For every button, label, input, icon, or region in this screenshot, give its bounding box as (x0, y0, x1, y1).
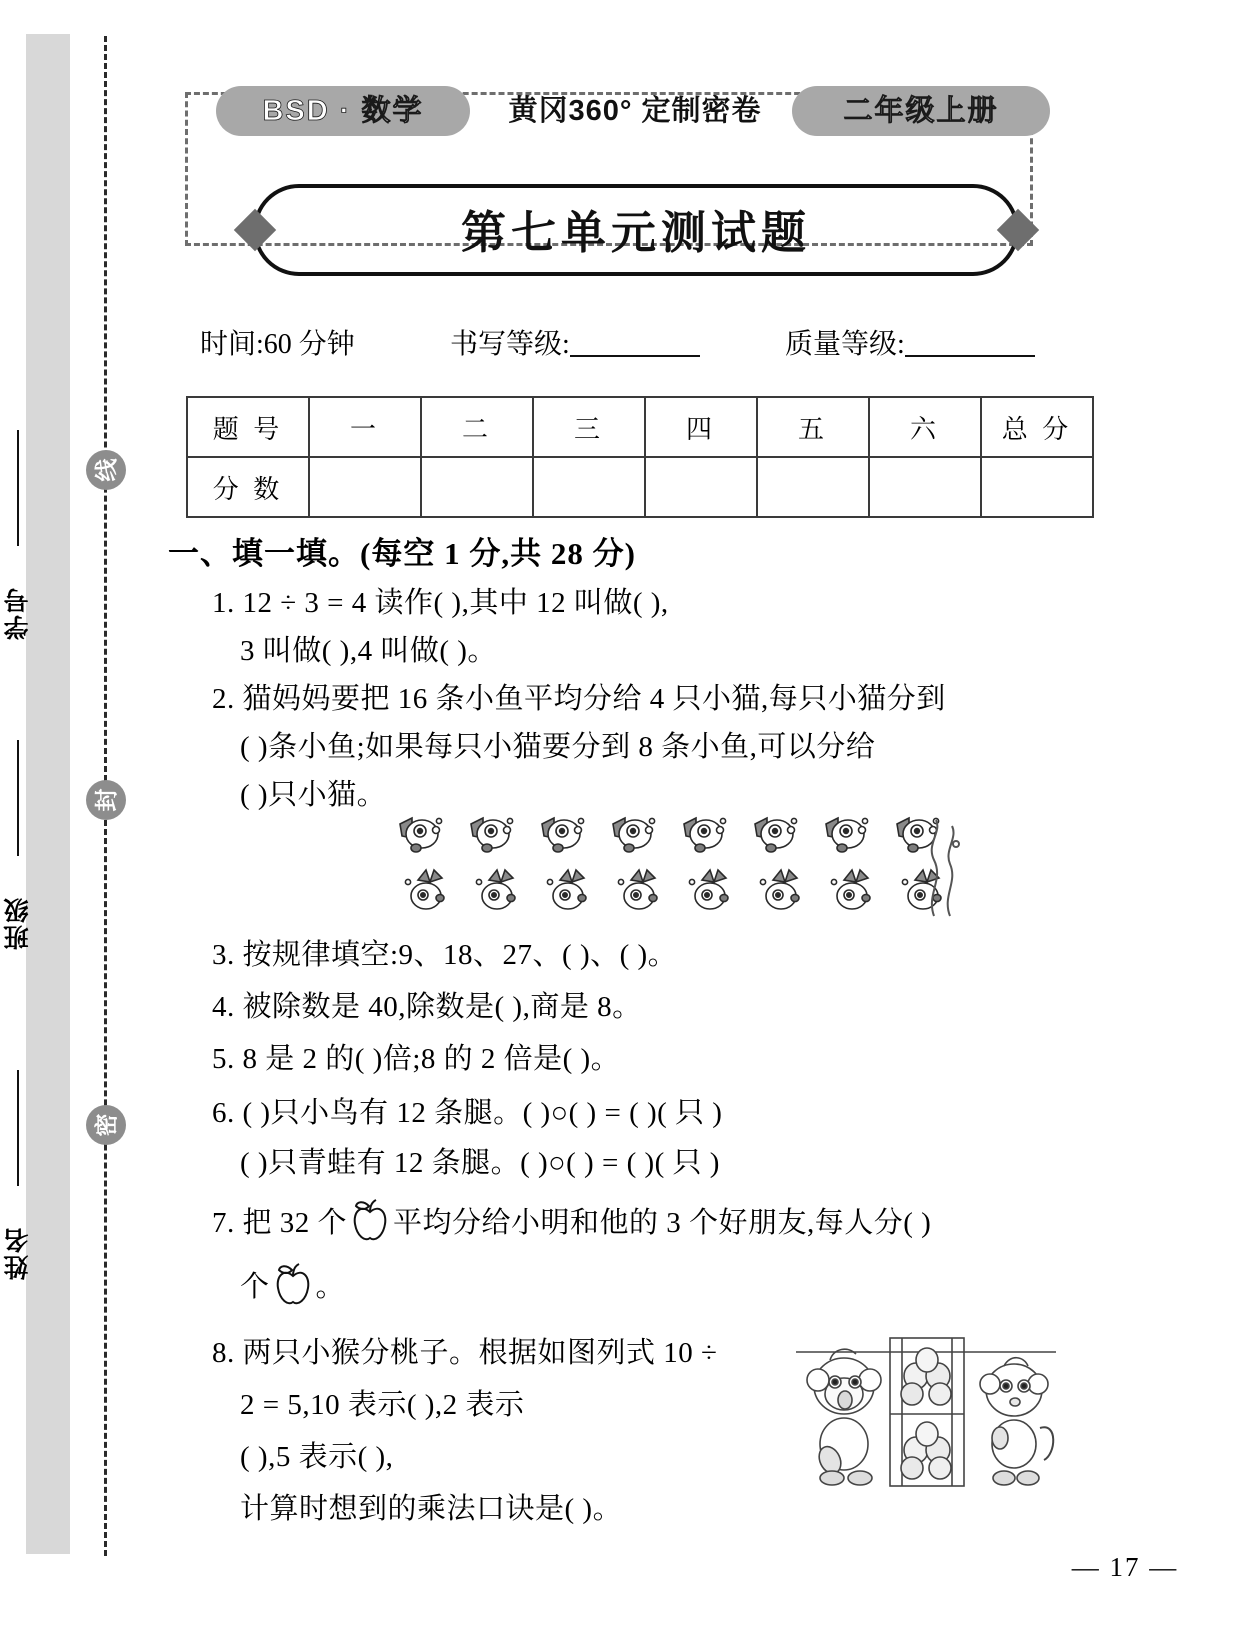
question-8-line-4: 计算时想到的乘法口诀是( )。 (240, 1493, 623, 1525)
writing-grade-blank[interactable] (570, 329, 700, 357)
seal-badge-mi: 密 (86, 1105, 126, 1145)
question-5-line-1: 5. 8 是 2 的( )倍;8 的 2 倍是( )。 (212, 1043, 621, 1075)
fish-icon (747, 812, 803, 858)
monkeys-peaches-illustration (790, 1318, 1062, 1490)
question-3-line-1: 3. 按规律填空:9、18、27、( )、( )。 (212, 939, 678, 971)
score-col-3: 三 (533, 397, 645, 457)
question-2-line-2: ( )条小鱼;如果每只小猫要分到 8 条小鱼,可以分给 (240, 731, 876, 763)
score-col-5: 五 (757, 397, 869, 457)
question-6-line-2: ( )只青蛙有 12 条腿。( )○( ) = ( )( 只 ) (240, 1147, 720, 1179)
score-table-row-label-0: 题 号 (187, 397, 309, 457)
seal-badge-feng: 封 (86, 780, 126, 820)
fish-icon (751, 868, 807, 914)
question-8-line-2: 2 = 5,10 表示( ),2 表示 (240, 1389, 525, 1421)
question-8-line-3: ( ),5 表示( ), (240, 1441, 394, 1473)
page-number: — 17 — (1071, 1552, 1179, 1582)
score-col-6: 六 (869, 397, 981, 457)
fish-icon (609, 868, 665, 914)
score-table (186, 396, 1094, 518)
question-7-text-d: 。 (315, 1271, 346, 1303)
score-cell-total[interactable] (981, 457, 1093, 517)
sidebar-xingming-writeline (17, 1070, 19, 1186)
writing-grade-label: 书写等级: (450, 329, 570, 360)
score-cell-6[interactable] (869, 457, 981, 517)
question-4-line-1: 4. 被除数是 40,除数是( ),商是 8。 (212, 991, 642, 1023)
table-row-header (187, 397, 1093, 457)
fish-icon (680, 868, 736, 914)
fish-icon (538, 868, 594, 914)
fish-illustration (392, 812, 962, 922)
sidebar-label-xuehao-text: 学号 (4, 586, 32, 640)
score-cell-3[interactable] (533, 457, 645, 517)
score-col-2: 二 (421, 397, 533, 457)
grade-pill: 二年级上册 (792, 86, 1050, 136)
sidebar-label-xingming (0, 1070, 44, 1280)
score-cell-2[interactable] (421, 457, 533, 517)
score-cell-1[interactable] (309, 457, 421, 517)
brand-text: 黄冈360° 定制密卷 (508, 95, 762, 127)
sidebar-label-xuehao (0, 430, 44, 640)
fish-icon (676, 812, 732, 858)
question-6-line-1: 6. ( )只小鸟有 12 条腿。( )○( ) = ( )( 只 ) (212, 1097, 723, 1129)
apple-icon (270, 1260, 316, 1308)
sidebar-label-xingming-text: 姓名 (4, 1226, 32, 1280)
score-col-4: 四 (645, 397, 757, 457)
fish-icon (396, 868, 452, 914)
quality-grade-field (785, 322, 1035, 362)
score-cell-5[interactable] (757, 457, 869, 517)
sidebar-label-banji-text: 班级 (4, 896, 32, 950)
fish-icon (463, 812, 519, 858)
seal-badge-xian: 线 (86, 450, 126, 490)
question-7-text-a: 7. 把 32 个 (212, 1207, 348, 1239)
quality-grade-label: 质量等级: (785, 329, 905, 360)
question-2-line-3: ( )只小猫。 (240, 779, 387, 811)
section-heading-1: 一、填一填。(每空 1 分,共 28 分) (168, 536, 636, 571)
subject-pill: BSD · 数学 (216, 86, 470, 136)
page-title: 第七单元测试题 (460, 207, 811, 258)
score-table-row-label-1: 分 数 (187, 457, 309, 517)
exam-info-row (200, 322, 1090, 362)
seaweed-icon (920, 818, 964, 918)
fish-icon (467, 868, 523, 914)
question-2-line-1: 2. 猫妈妈要把 16 条小鱼平均分给 4 只小猫,每只小猫分到 (212, 683, 946, 715)
question-8-line-1: 8. 两只小猴分桃子。根据如图列式 10 ÷ (212, 1337, 718, 1369)
question-7-line-1 (212, 1196, 931, 1244)
fish-icon (605, 812, 661, 858)
score-col-1: 一 (309, 397, 421, 457)
sidebar-label-banji (0, 740, 44, 950)
time-label: 时间:60 分钟 (200, 329, 355, 360)
apple-icon (347, 1196, 393, 1244)
score-cell-4[interactable] (645, 457, 757, 517)
sidebar-xuehao-writeline (17, 430, 19, 546)
question-1-line-1: 1. 12 ÷ 3 = 4 读作( ),其中 12 叫做( ), (212, 587, 669, 619)
fish-row-top (392, 812, 962, 864)
question-7-text-c: 个 (240, 1271, 270, 1303)
quality-grade-blank[interactable] (905, 329, 1035, 357)
fish-icon (822, 868, 878, 914)
writing-grade-field (450, 322, 700, 362)
fish-icon (818, 812, 874, 858)
fish-row-bottom (392, 868, 962, 920)
question-7-text-b: 平均分给小明和他的 3 个好朋友,每人分( ) (393, 1207, 932, 1239)
fish-icon (392, 812, 448, 858)
table-row-scores (187, 457, 1093, 517)
sidebar-banji-writeline (17, 740, 19, 856)
score-col-total: 总 分 (981, 397, 1093, 457)
question-1-line-2: 3 叫做( ),4 叫做( )。 (240, 635, 497, 667)
question-7-line-2 (240, 1260, 345, 1308)
fish-icon (534, 812, 590, 858)
